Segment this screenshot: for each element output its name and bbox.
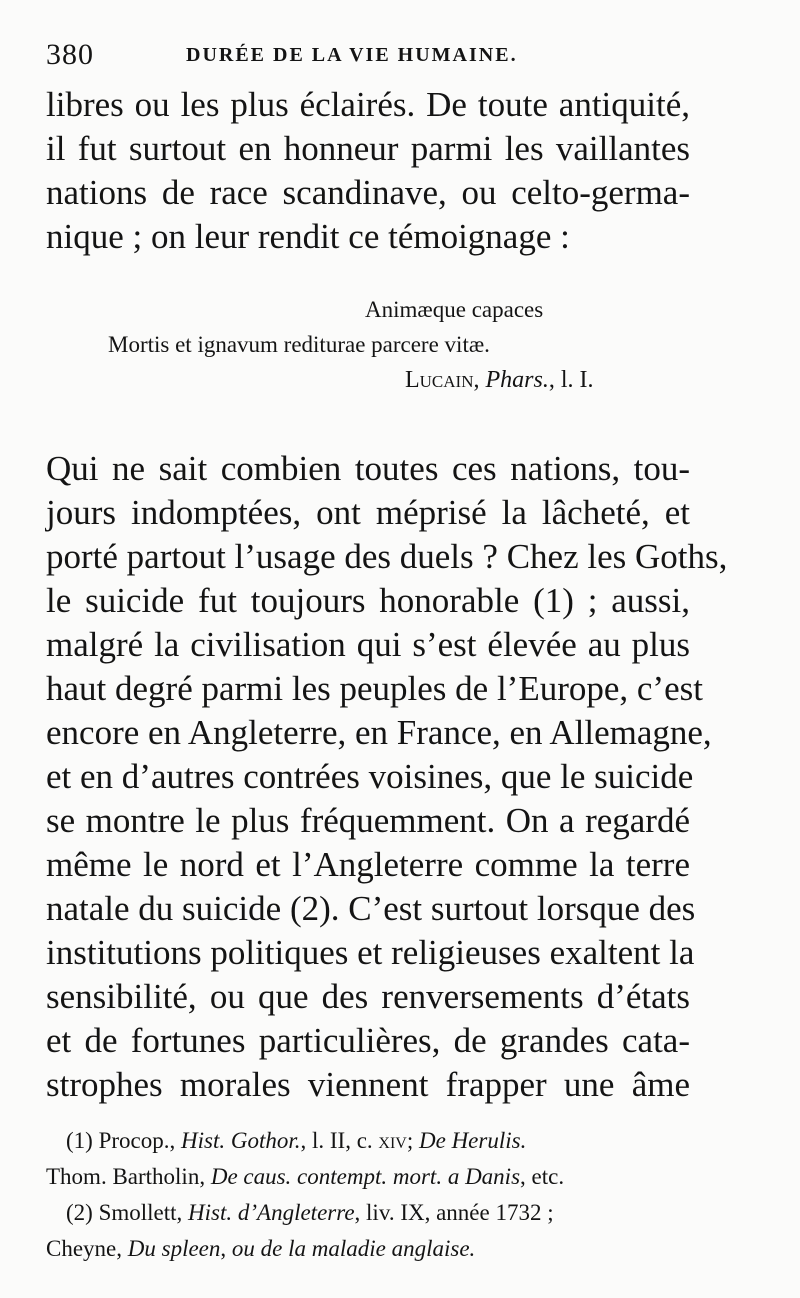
quote-source: Lucain, Phars., l. I. [405,367,594,393]
text-line: haut degré parmi les peuples de l’Europe, c’est [46,669,703,708]
text-line: nations de race scandinave, ou celto-germa- [46,173,690,212]
text-line: sensibilité, ou que des renversements d’états [46,977,690,1016]
quote-author: Lucain [405,367,474,393]
text-line: et en d’autres contrées voisines, que le suicide [46,757,694,796]
footnote-2: (2) Smollett, Hist. d’Angleterre, liv. IX, année 1732 ; [66,1200,554,1225]
text-line: jours indomptées, ont méprisé la lâcheté, et [46,493,690,532]
text-line: encore en Angleterre, en France, en Allemagne, [46,713,712,752]
text-line: strophes morales viennent frapper une âme [46,1065,690,1104]
text-line: libres ou les plus éclairés. De toute antiquité, [46,85,690,124]
running-title: DURÉE DE LA VIE HUMAINE. [186,44,518,66]
quote-line: Animæque capaces [365,297,544,322]
text-line: et de fortunes particulières, de grandes cata- [46,1021,690,1060]
footnote-2-cont: Cheyne, Du spleen, ou de la maladie anglaise. [46,1236,476,1261]
footnote-1-cont: Thom. Bartholin, De caus. contempt. mort. a Danis, etc. [46,1164,565,1189]
quote-line: Mortis et ignavum rediturae parcere vitæ. [108,332,490,357]
text-line: porté partout l’usage des duels ? Chez les Goths, [46,537,728,576]
text-line: natale du suicide (2). C’est surtout lorsque des [46,889,696,928]
page-number: 380 [46,38,94,71]
text-line: même le nord et l’Angleterre comme la terre [46,845,690,884]
text-line: le suicide fut toujours honorable (1) ; aussi, [46,581,690,620]
page-header [46,34,746,74]
text-line: Qui ne sait combien toutes ces nations, tou- [46,449,690,488]
text-line: nique ; on leur rendit ce témoignage : [46,217,570,256]
footnote-1: (1) Procop., Hist. Gothor., l. II, c. xiv; De Herulis. [66,1128,527,1153]
text-line: se montre le plus fréquemment. On a regardé [46,801,690,840]
text-line: malgré la civilisation qui s’est élevée au plus [46,625,690,664]
text-line: institutions politiques et religieuses exaltent la [46,933,695,972]
text-line: il fut surtout en honneur parmi les vaillantes [46,129,690,168]
quote-work: Phars. [485,367,549,393]
